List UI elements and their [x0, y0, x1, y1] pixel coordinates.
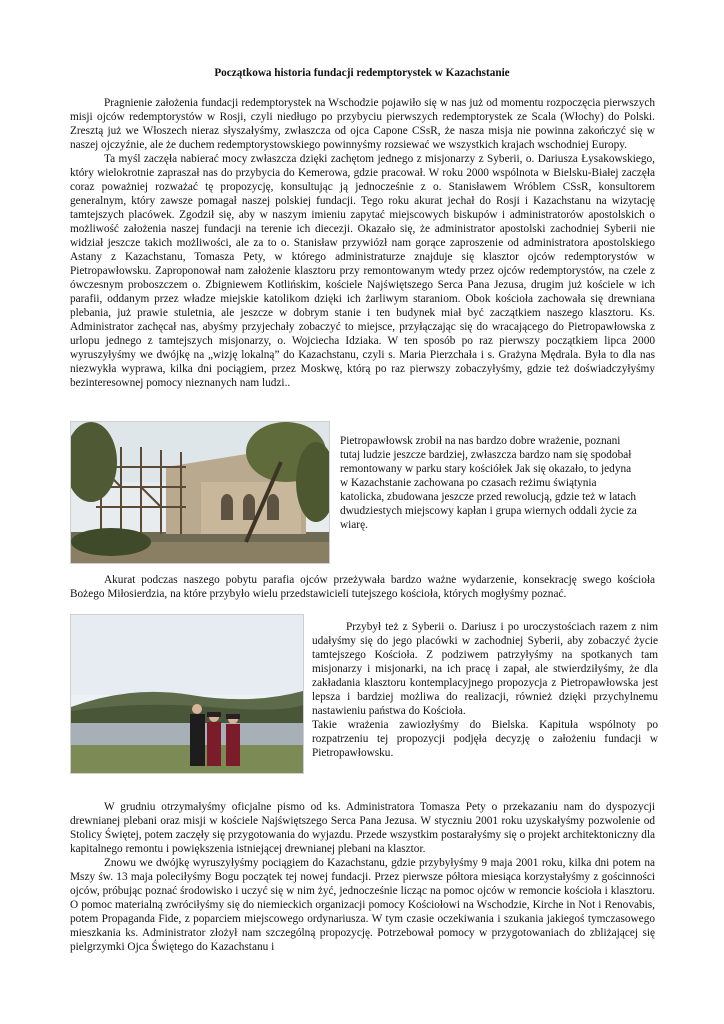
- final-paragraph-1: W grudniu otrzymałyśmy oficjalne pismo od ks. Administratora Tomasza Pety o przekazaniu nam do dyspozycji drewnianej plebani oraz misji w kościele Najświętszego Serca Pana Jezusa. W styczniu 2001 roku uzyskałyśmy pozwolenie od Stolicy Świętej, potem zaczęły się przygotowania do wyjazdu. Przede wszystkim postarałyśmy się o projekt architektoniczny dla kapitalnego remontu i powiększenia istniejącej drewnianej plebani na klasztor.: [70, 801, 655, 855]
- church-photo-icon: [71, 422, 329, 563]
- church-caption-text: Pietropawłowsk zrobił na nas bardzo dobre wrażenie, poznani tutaj ludzie jeszcze bardziej, zwłaszcza bardzo nam się spodobał remontowany w parku stary kościółek Jak się okazało, to jedyna w Kazachstanie zachowana po czasach reżimu świątynia katolicka, zbudowana jeszcze przed rewolucją, gdzie też w latach dwudziestych miejscowy kapłan i grupa wiernych oddali życie za wiarę.: [340, 435, 637, 531]
- mid-paragraph: Akurat podczas naszego pobytu parafia ojców przeżywała bardzo ważne wydarzenie, konsekrację swego kościoła Bożego Miłosierdzia, na które przybyło wielu przedstawicieli tutejszego kościoła, których mogłyśmy poznać.: [70, 574, 655, 600]
- final-section: [70, 800, 655, 954]
- intro-paragraph-1: Pragnienie założenia fundacji redemptorystek na Wschodzie pojawiło się w nas już od momentu rozpoczęcia pierwszych misji ojców redemptorystów w Rosji, czyli niedługo po przybyciu pierwszych redemptorystek ze Scala (Włochy) do Polski. Zresztą już we Włoszech nieraz słyszałyśmy, zwłaszcza od ojca Capone CSsR, że nasza misja nie powinna zakończyć się w naszej ojczyźnie, ale że duchem redemptorystowskiego powinnyśmy rozsiewać we wszystkich krajach wschodniej Europy.: [70, 97, 655, 151]
- group-photo-icon: [71, 615, 303, 773]
- group-photo: [70, 614, 304, 774]
- intro-paragraph-2: Ta myśl zaczęła nabierać mocy zwłaszcza dzięki zachętom jednego z misjonarzy z Syberii, o. Dariusza Łysakowskiego, który wielokrotnie zapraszał nas do przybycia do Kemerowa, gdzie pracował. W roku 2000 wspólnota w Bielsku-Białej zaczęła coraz poważniej rozważać tę propozycję, konsultując ją jednocześnie z o. Stanisławem Wróblem CSsR, konsultorem generalnym, który zawsze pomagał naszej polskiej fundacji. Tego roku akurat jechał do Rosji i Kazachstanu na wizytację tamtejszych placówek. Zgodził się, aby w naszym imieniu zapytać miejscowych biskupów i administratorów apostolskich o możliwość założenia naszej fundacji na terenie ich diecezji. Okazało się, że administrator apostolski zachodniej Syberii nie widział jeszcze takich możliwości, ale za to o. Stanisław przywiózł nam gorące zaproszenie od administratora apostolskiego Astany z Kazachstanu, Tomasza Pety, w którego administraturze znajduje się klasztor ojców redemptorystów w Pietropawłowsku. Zaproponował nam założenie klasztoru przy remontowanym wtedy przez ojców redemptorystów, na czele z ówczesnym proboszczem o. Zbigniewem Kotlińskim, kościele Najświętszego Serca Pana Jezusa, drugim już kościele w ich parafii, oddanym przez władze miejskie katolikom dzięki ich żarliwym staraniom. Obok kościoła zachowała się drewniana plebania, już prawie stuletnia, ale jeszcze w dobrym stanie i ten budynek miał być zaczątkiem naszego klasztoru. Ks. Administrator zachęcał nas, abyśmy przyjechały zobaczyć to miejsce, przyłączając się do wracającego do Pietropawłowska z urlopu jednego z tamtejszych misjonarzy, o. Wojciecha Idziaka. W ten sposób po raz pierwszy początkiem lipca 2000 wyruszyłyśmy we dwójkę na „wizję lokalną” do Kazachstanu, czyli s. Maria Pierzchała i s. Grażyna Mędrala. Była to dla nas niezwykła wyprawa, kilka dni pociągiem, przez Moskwę, którą po raz pierwszy zobaczyłyśmy, gdzie też doświadczyłyśmy bezinteresownej pomocy nieznanych nam ludzi..: [70, 153, 655, 389]
- final-paragraph-2: Znowu we dwójkę wyruszyłyśmy pociągiem do Kazachstanu, gdzie przybyłyśmy 9 maja 2001 roku, kilka dni potem na Mszy św. 13 maja poleciłyśmy Bogu początek tej nowej fundacji. Przez pierwsze półtora miesiąca korzystałyśmy z gościnności ojców, próbując poznać środowisko i uczyć się w nim żyć, jednocześnie licząc na pomoc ojców w remoncie kościoła i klasztoru. O pomoc materialną zwróciłyśmy się do niemieckich organizacji pomocy Kościołowi na Wschodzie, Kirche in Not i Renovabis, potem Propaganda Fide, z poparciem miejscowego ordynariusza. W tym czasie oczekiwania i szukania jakiegoś tymczasowego mieszkania ks. Administrator złożył nam szczególną propozycję. Potrzebował pomocy w przygotowaniach do zbliżającej się pielgrzymki Ojca Świętego do Kazachstanu i: [70, 857, 655, 953]
- group-caption: [312, 620, 658, 760]
- group-caption-paragraph-1: Przybył też z Syberii o. Dariusz i po uroczystościach razem z nim udałyśmy się do jego placówki w zachodniej Syberii, aby zobaczyć życie tamtejszego Kościoła. Z podziwem patrzyłyśmy na spotkanych tam misjonarzy i misjonarki, na ich pracę i zapał, ale stwierdziłyśmy, że dla zakładania klasztoru kontemplacyjnego propozycja z Pietropawłowska jest lepsza i bardziej możliwa do realizacji, również dzięki przychylnemu nastawieniu państwa do Kościoła.: [312, 621, 658, 717]
- mid-section: [70, 573, 655, 601]
- church-photo: [70, 421, 330, 564]
- church-caption: [340, 434, 640, 532]
- group-caption-paragraph-2: Takie wrażenia zawiozłyśmy do Bielska. Kapituła wspólnoty po rozpatrzeniu tej propozycji podjęła decyzję o założeniu fundacji w Pietropawłowsku.: [312, 719, 658, 759]
- document-title: Początkowa historia fundacji redemptorystek w Kazachstanie: [214, 67, 510, 79]
- intro-section: [70, 96, 655, 390]
